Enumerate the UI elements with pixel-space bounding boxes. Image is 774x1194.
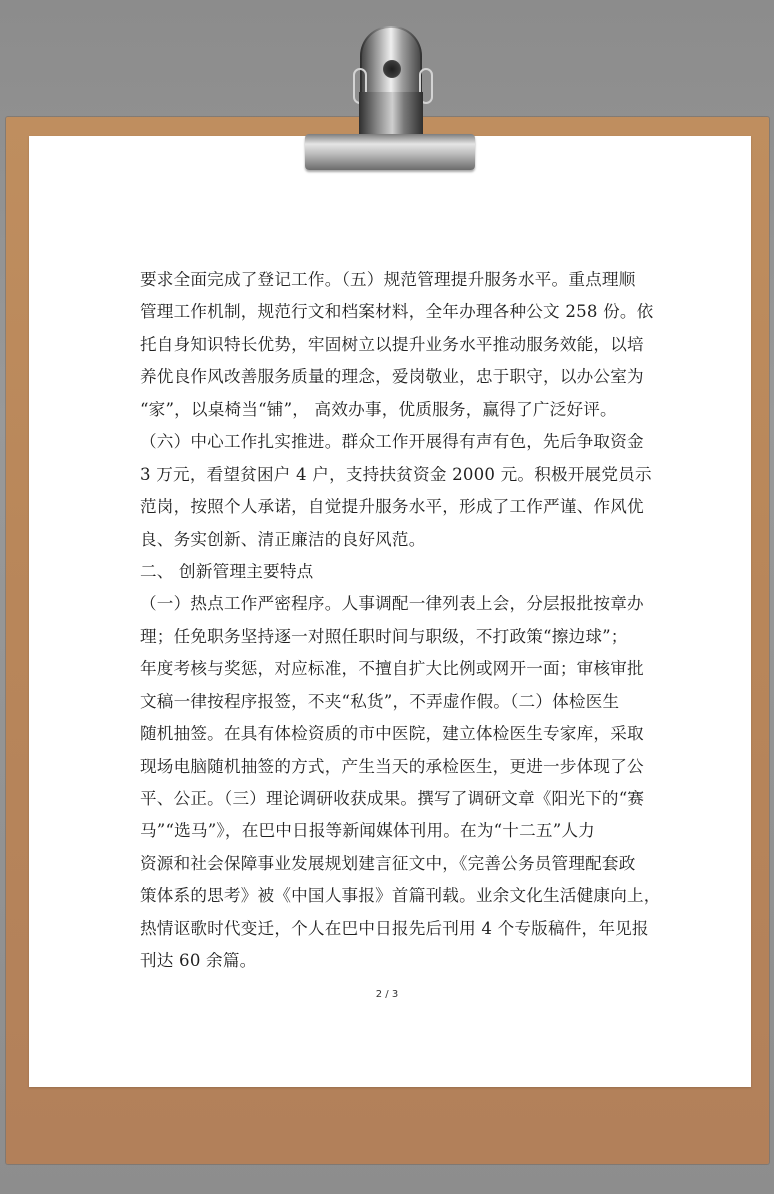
body-line: 刊达 60 余篇。 <box>140 951 257 971</box>
body-line: 平、公正。（三）理论调研收获成果。撰写了调研文章《阳光下的“赛 <box>140 789 645 808</box>
page-number: 2 / 3 <box>375 989 399 1000</box>
body-line: 策体系的思考》被《中国人事报》首篇刊载。业余文化生活健康向上， <box>140 886 661 906</box>
body-line: 马”“选马”》，在巴中日报等新闻媒体刊用。在为“十二五”人力 <box>140 821 595 841</box>
body-line: 随机抽签。在具有体检资质的市中医院，建立体检医生专家库，采取 <box>140 724 644 744</box>
body-line: 管理工作机制，规范行文和档案材料，全年办理各种公文 258 份。依 <box>140 302 654 322</box>
body-line: 良、务实创新、清正廉洁的良好风范。 <box>140 529 426 549</box>
body-line: 理；任免职务坚持逐一对照任职时间与职级，不打政策“擦边球”； <box>140 626 628 646</box>
body-line: （六）中心工作扎实推进。群众工作开展得有声有色，先后争取资金 <box>140 432 644 452</box>
body-line: （一）热点工作严密程序。人事调配一律列表上会，分层报批按章办 <box>140 594 644 614</box>
body-line: 年度考核与奖惩，对应标准，不擅自扩大比例或网开一面；审核审批 <box>140 659 644 679</box>
binder-clip-base <box>305 134 475 170</box>
body-line: 养优良作风改善服务质量的理念，爱岗敬业，忠于职守，以办公室为 <box>140 367 644 387</box>
body-line: 文稿一律按程序报签，不夹“私货”，不弄虚作假。（二）体检医生 <box>140 691 620 711</box>
body-line: 3 万元，看望贫困户 4 户，支持扶贫资金 2000 元。积极开展党员示 <box>140 464 652 484</box>
binder-clip-hole <box>383 60 401 78</box>
body-line: 托自身知识特长优势，牢固树立以提升业务水平推动服务效能，以培 <box>140 334 644 354</box>
body-line: “家”，以桌椅当“铺”， 高效办事，优质服务，赢得了广泛好评。 <box>140 399 617 419</box>
binder-clip-icon <box>305 26 475 176</box>
body-line: 现场电脑随机抽签的方式，产生当天的承检医生，更进一步体现了公 <box>140 756 644 776</box>
body-line: 资源和社会保障事业发展规划建言征文中，《完善公务员管理配套政 <box>140 853 636 873</box>
body-line: 热情讴歌时代变迁，个人在巴中日报先后刊用 4 个专版稿件，年见报 <box>140 918 649 938</box>
document-body <box>140 264 661 978</box>
section-heading: 二、 创新管理主要特点 <box>140 561 314 581</box>
body-line: 要求全面完成了登记工作。（五）规范管理提升服务水平。重点理顺 <box>140 270 636 289</box>
body-line: 范岗，按照个人承诺，自觉提升服务水平，形成了工作严谨、作风优 <box>140 497 644 517</box>
